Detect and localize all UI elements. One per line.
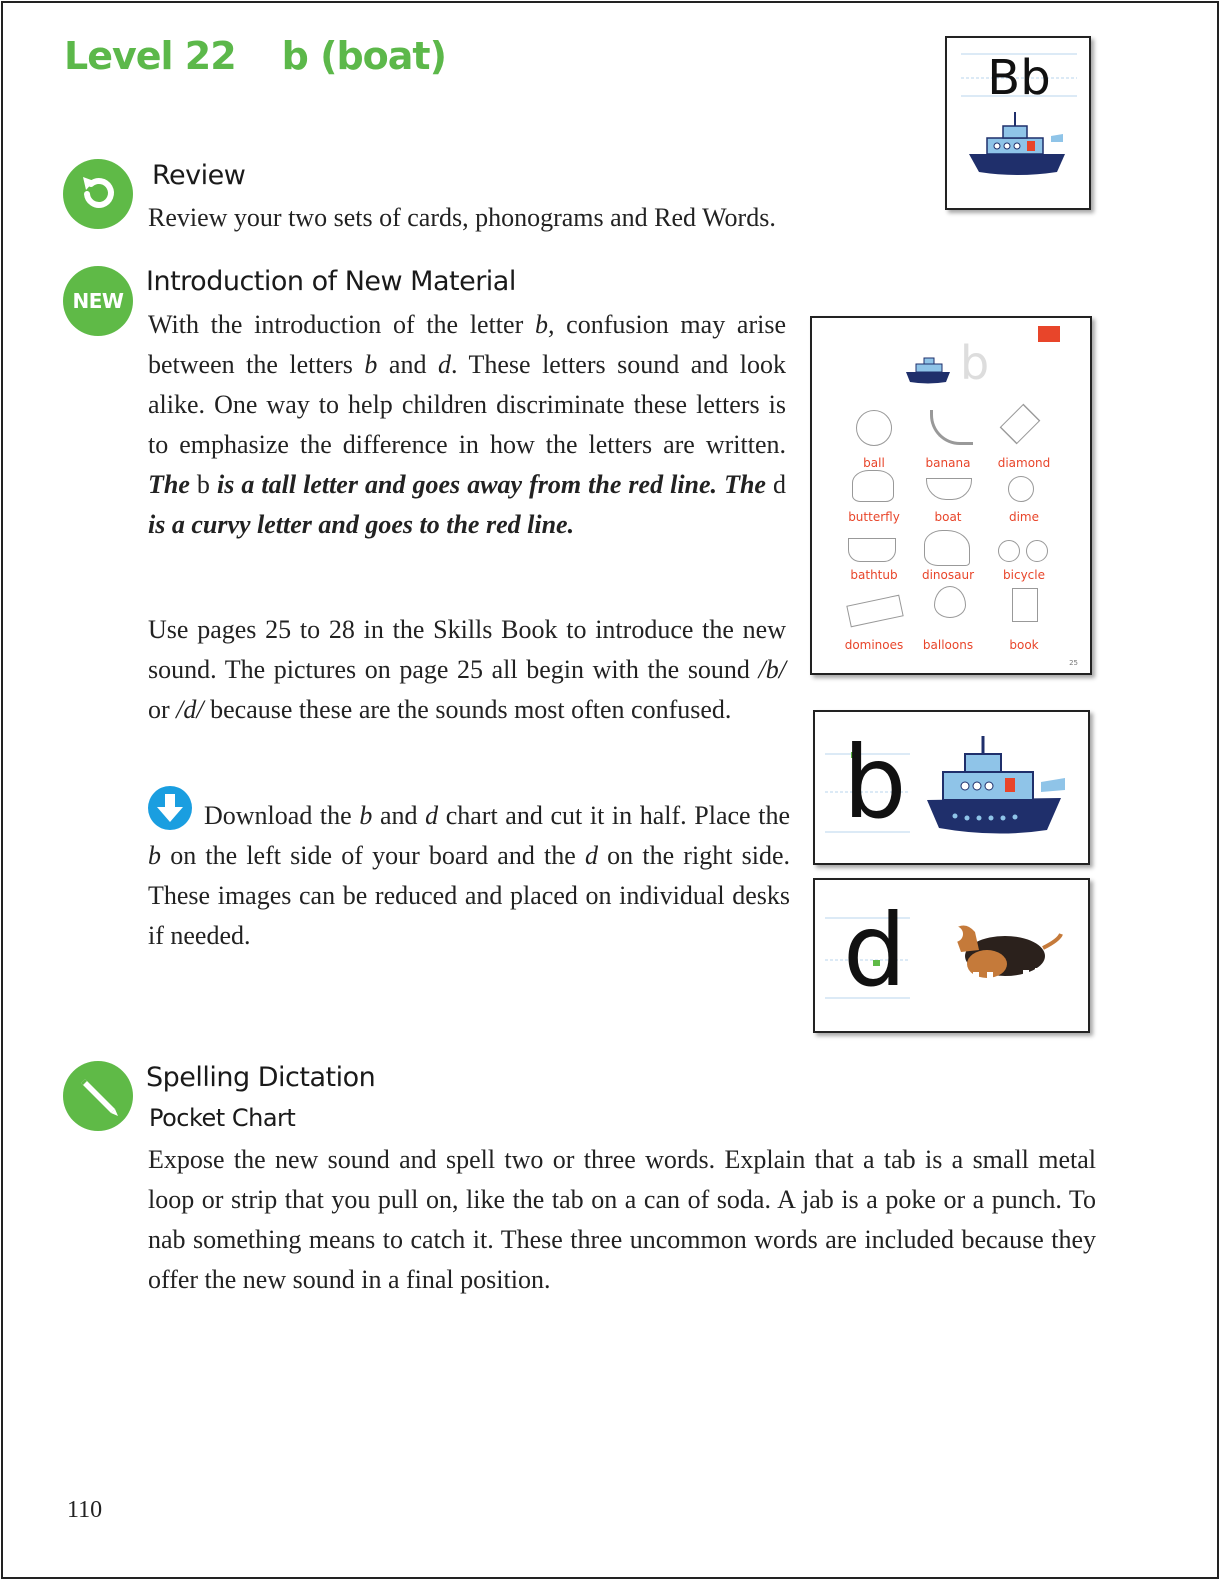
pencil-icon <box>76 1074 120 1118</box>
intro-heading: Introduction of New Material <box>146 266 516 297</box>
b-chart-letter: b <box>843 724 907 841</box>
text-run: /d/ <box>176 695 204 724</box>
skills-word-label: banana <box>925 456 971 470</box>
diamond-icon <box>1000 404 1041 445</box>
skills-word-label: dominoes <box>844 638 904 652</box>
page-title <box>64 34 446 78</box>
dime-icon <box>1008 476 1034 502</box>
text-run: or <box>148 695 177 724</box>
review-text: Review your two sets of cards, phonograms and Red Words. <box>148 203 776 232</box>
dinosaur-icon <box>924 530 970 566</box>
new-badge-icon <box>63 266 133 336</box>
skills-word-label: bicycle <box>1003 568 1045 582</box>
skills-word-label: dime <box>1008 510 1040 524</box>
text-run: is a curvy letter and goes to the red line. <box>148 510 575 539</box>
card-letters: Bb <box>987 50 1051 106</box>
skills-word-label: diamond <box>997 456 1051 470</box>
boat-icon <box>927 736 1065 834</box>
text-run: d <box>765 470 787 499</box>
text-run: because these are the sounds most often confused. <box>203 695 732 724</box>
text-run: /b/ <box>758 655 786 684</box>
skills-word-label: bathtub <box>850 568 898 582</box>
text-run: b <box>148 841 161 870</box>
book-icon <box>1012 588 1038 622</box>
intro-paragraph-2 <box>148 610 786 730</box>
spelling-subheading: Pocket Chart <box>149 1104 296 1132</box>
letter-card-illustration <box>947 38 1089 208</box>
text-run: on the right side. These images can be reduced and placed on individual desks if needed. <box>148 841 790 950</box>
text-run: Download the <box>204 801 360 830</box>
review-arrow-icon <box>75 171 121 217</box>
text-run: b, <box>534 310 555 339</box>
level-tag <box>1038 326 1060 342</box>
boat-icon <box>926 478 972 500</box>
text-run: on the left side of your board and the <box>161 841 585 870</box>
intro-paragraph-3 <box>148 796 790 956</box>
skills-word-label: dinosaur <box>921 568 975 582</box>
text-run: The <box>148 470 190 499</box>
bicycle-icon <box>998 540 1048 562</box>
skills-word-label: ball <box>863 456 885 470</box>
text-run: . These letters sound and look alike. One way to help children discriminate these letters is to emphasize the difference in how the letters are written. <box>148 350 786 459</box>
ball-icon <box>856 410 892 446</box>
bathtub-icon <box>848 538 896 562</box>
skills-book-page <box>810 316 1092 675</box>
skills-word-label: balloons <box>922 638 974 652</box>
b-chart <box>813 710 1090 865</box>
text-run: With the introduction of the letter <box>148 310 535 339</box>
text-run: d <box>584 841 598 870</box>
text-run: d <box>437 350 451 379</box>
d-chart-letter: d <box>843 892 907 1009</box>
text-run: is a tall letter and goes away from the red line. The <box>216 470 766 499</box>
sound-label: b (boat) <box>281 34 446 78</box>
skills-word-label: book <box>1009 638 1039 652</box>
review-heading: Review <box>152 160 246 191</box>
boat-icon <box>904 350 956 386</box>
level-label: Level 22 <box>64 34 236 78</box>
text-run: and <box>377 350 438 379</box>
letter-card-bb <box>945 36 1091 210</box>
text-run: confusion may arise between the letters <box>148 310 786 379</box>
butterfly-icon <box>852 470 894 502</box>
page-number: 110 <box>67 1497 103 1523</box>
review-icon <box>63 159 133 229</box>
d-chart <box>813 878 1090 1033</box>
dog-icon <box>947 925 1061 1006</box>
text-run: chart and cut it in half. Place the <box>438 801 790 830</box>
text-run: d <box>425 801 439 830</box>
spelling-text: Expose the new sound and spell two or three words. Explain that a tab is a small metal loop or strip that you pull on, like the tab on a can of soda. A jab is a poke or a punch. To nab something means to catch it. These three uncommon words are included because they offer the new sound in a final position. <box>148 1145 1096 1294</box>
skills-page-number: 25 <box>1069 659 1078 667</box>
intro-paragraph-1 <box>148 305 786 545</box>
text-run: b <box>359 801 373 830</box>
text-run: Use pages 25 to 28 in the Skills Book to introduce the new sound. The pictures on page 25 all begin with the sound <box>148 615 786 684</box>
text-run: and <box>372 801 426 830</box>
text-run: b <box>189 470 217 499</box>
spelling-icon <box>63 1061 133 1131</box>
skills-letter: b <box>960 336 990 390</box>
skills-word-label: boat <box>934 510 962 524</box>
balloons-icon <box>934 586 966 618</box>
boat-icon <box>969 112 1065 175</box>
text-run: b <box>364 350 378 379</box>
spelling-heading: Spelling Dictation <box>146 1062 376 1093</box>
banana-icon <box>930 410 973 445</box>
new-badge-label: NEW <box>72 289 124 313</box>
dominoes-icon <box>846 595 903 628</box>
skills-word-label: butterfly <box>848 510 900 524</box>
